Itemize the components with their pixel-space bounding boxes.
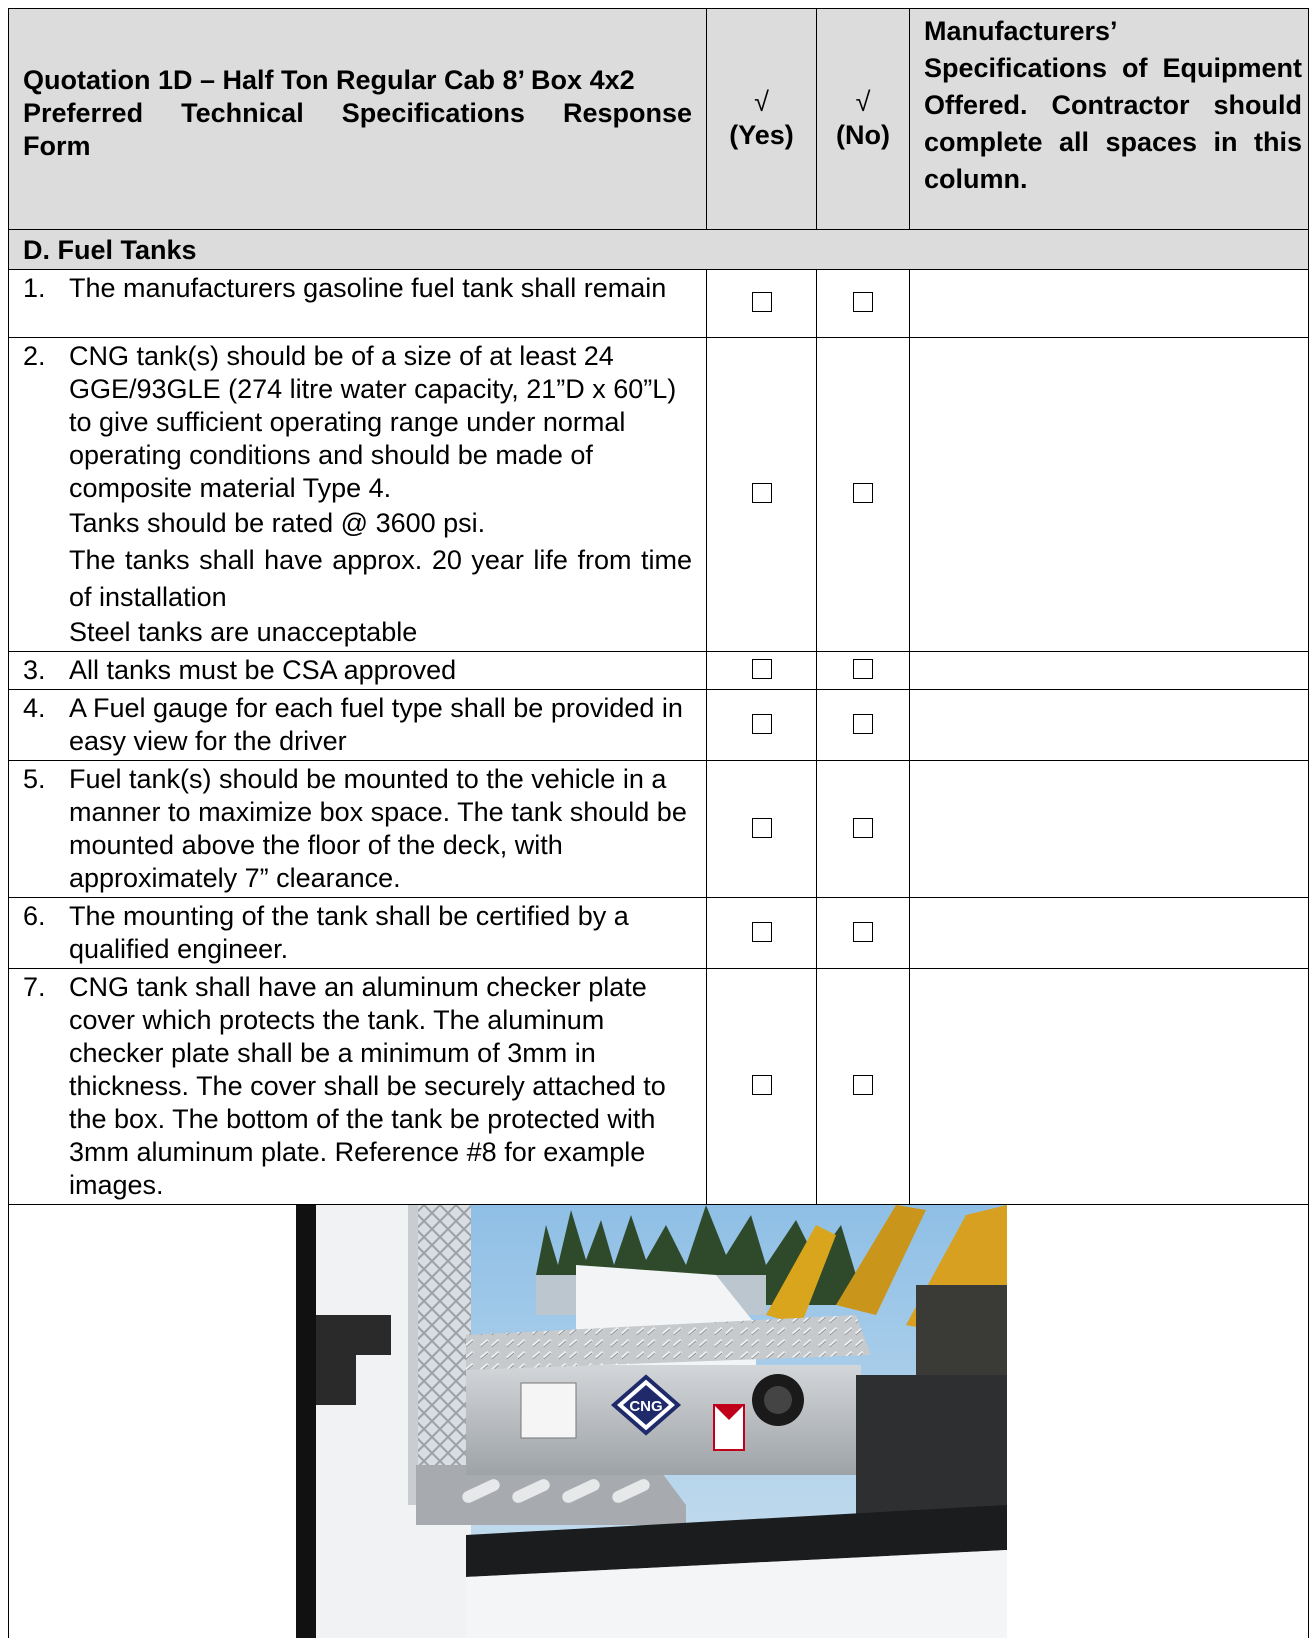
no-column-label: (No) [836, 120, 890, 150]
item-number: 7. [23, 971, 69, 1202]
spec-row [9, 338, 1309, 652]
item-text: Steel tanks are unacceptable [69, 616, 692, 649]
spec-row [9, 969, 1309, 1205]
spec-row [9, 898, 1309, 969]
item-number: 6. [23, 900, 69, 966]
photo-cell [9, 1205, 1309, 1638]
manufacturer-response-field[interactable] [910, 690, 1309, 761]
yes-checkbox[interactable] [752, 659, 772, 679]
headache-rack-mesh [416, 1205, 471, 1505]
item-text: The manufacturers gasoline fuel tank shall remain [69, 272, 692, 305]
yes-checkbox[interactable] [752, 1075, 772, 1095]
yes-cell [707, 690, 817, 761]
form-title-line-3: Form [23, 130, 692, 163]
item-number: 3. [23, 654, 69, 687]
manufacturer-specs-header: Manufacturers’ Specifications of Equipment Offered. Contractor should complete all spaces in this column. [910, 9, 1309, 230]
yes-cell [707, 898, 817, 969]
no-checkbox[interactable] [853, 1075, 873, 1095]
fill-port-cap [764, 1386, 792, 1414]
manufacturer-response-field[interactable] [910, 761, 1309, 898]
no-checkbox[interactable] [853, 483, 873, 503]
spec-text-cell [9, 969, 707, 1205]
yes-cell [707, 969, 817, 1205]
spec-text-cell [9, 270, 707, 338]
yes-checkbox[interactable] [752, 483, 772, 503]
yes-column-label: (Yes) [729, 120, 794, 150]
item-number: 5. [23, 763, 69, 895]
item-text: All tanks must be CSA approved [69, 654, 692, 687]
spec-text-cell [9, 338, 707, 652]
no-cell [817, 652, 910, 690]
item-text: A Fuel gauge for each fuel type shall be provided in easy view for the driver [69, 692, 692, 758]
manufacturer-response-field[interactable] [910, 969, 1309, 1205]
bed-interior [856, 1375, 1007, 1525]
spec-text-cell [9, 652, 707, 690]
spec-row [9, 761, 1309, 898]
spec-row [9, 690, 1309, 761]
item-text: The tanks shall have approx. 20 year life from time of installation [69, 542, 692, 616]
yes-cell [707, 338, 817, 652]
spec-row [9, 270, 1309, 338]
yes-checkbox[interactable] [752, 292, 772, 312]
yes-cell [707, 652, 817, 690]
yes-checkbox[interactable] [752, 922, 772, 942]
form-title-line-1: Quotation 1D – Half Ton Regular Cab 8’ Box 4x2 [23, 64, 692, 97]
section-title: D. Fuel Tanks [9, 230, 1309, 270]
yes-checkbox[interactable] [752, 714, 772, 734]
item-text: Fuel tank(s) should be mounted to the vehicle in a manner to maximize box space. The tank should be mounted above the floor of the deck, with approximately 7” clearance. [69, 763, 692, 895]
header-row [9, 9, 1309, 230]
manufacturer-response-field[interactable] [910, 652, 1309, 690]
item-text: The mounting of the tank shall be certified by a qualified engineer. [69, 900, 692, 966]
spec-text-cell [9, 690, 707, 761]
spec-response-table [8, 8, 1309, 1638]
manufacturer-response-field[interactable] [910, 270, 1309, 338]
item-number: 1. [23, 272, 69, 305]
manufacturer-response-field[interactable] [910, 898, 1309, 969]
item-text: Tanks should be rated @ 3600 psi. [69, 507, 692, 540]
no-cell [817, 270, 910, 338]
no-cell [817, 898, 910, 969]
no-column-header [817, 9, 910, 230]
form-title-line-2: Preferred Technical Specifications Response [23, 97, 692, 130]
no-checkbox[interactable] [853, 292, 873, 312]
info-label [521, 1383, 576, 1438]
yes-cell [707, 270, 817, 338]
form-title [9, 9, 707, 230]
no-checkbox[interactable] [853, 922, 873, 942]
item-text: CNG tank(s) should be of a size of at least 24 GGE/93GLE (274 litre water capacity, 21”D x 60”L) to give sufficient operating range under normal operating conditions and should be made of composite material Type 4. [69, 340, 692, 505]
item-text: CNG tank shall have an aluminum checker plate cover which protects the tank. The aluminum checker plate shall be a minimum of 3mm in thickness. The cover shall be securely attached to the box. The bottom of the tank be protected with 3mm aluminum plate. Reference #8 for example images. [69, 971, 692, 1202]
cng-badge-text: CNG [629, 1398, 662, 1415]
yes-cell [707, 761, 817, 898]
cng-tank-photo [296, 1205, 1007, 1638]
no-checkbox[interactable] [853, 714, 873, 734]
no-cell [817, 761, 910, 898]
no-checkbox[interactable] [853, 659, 873, 679]
item-number: 4. [23, 692, 69, 758]
yes-checkbox[interactable] [752, 818, 772, 838]
yes-tick-mark: √ [707, 86, 816, 119]
no-cell [817, 690, 910, 761]
no-tick-mark: √ [817, 86, 909, 119]
spec-text-cell [9, 761, 707, 898]
no-cell [817, 969, 910, 1205]
manufacturer-response-field[interactable] [910, 338, 1309, 652]
spec-row [9, 652, 1309, 690]
section-row [9, 230, 1309, 270]
photo-row [9, 1205, 1309, 1638]
no-cell [817, 338, 910, 652]
headache-rack-post [408, 1205, 418, 1505]
spec-text-cell [9, 898, 707, 969]
item-number: 2. [23, 340, 69, 649]
cab-edge [296, 1205, 316, 1638]
no-checkbox[interactable] [853, 818, 873, 838]
yes-column-header [707, 9, 817, 230]
